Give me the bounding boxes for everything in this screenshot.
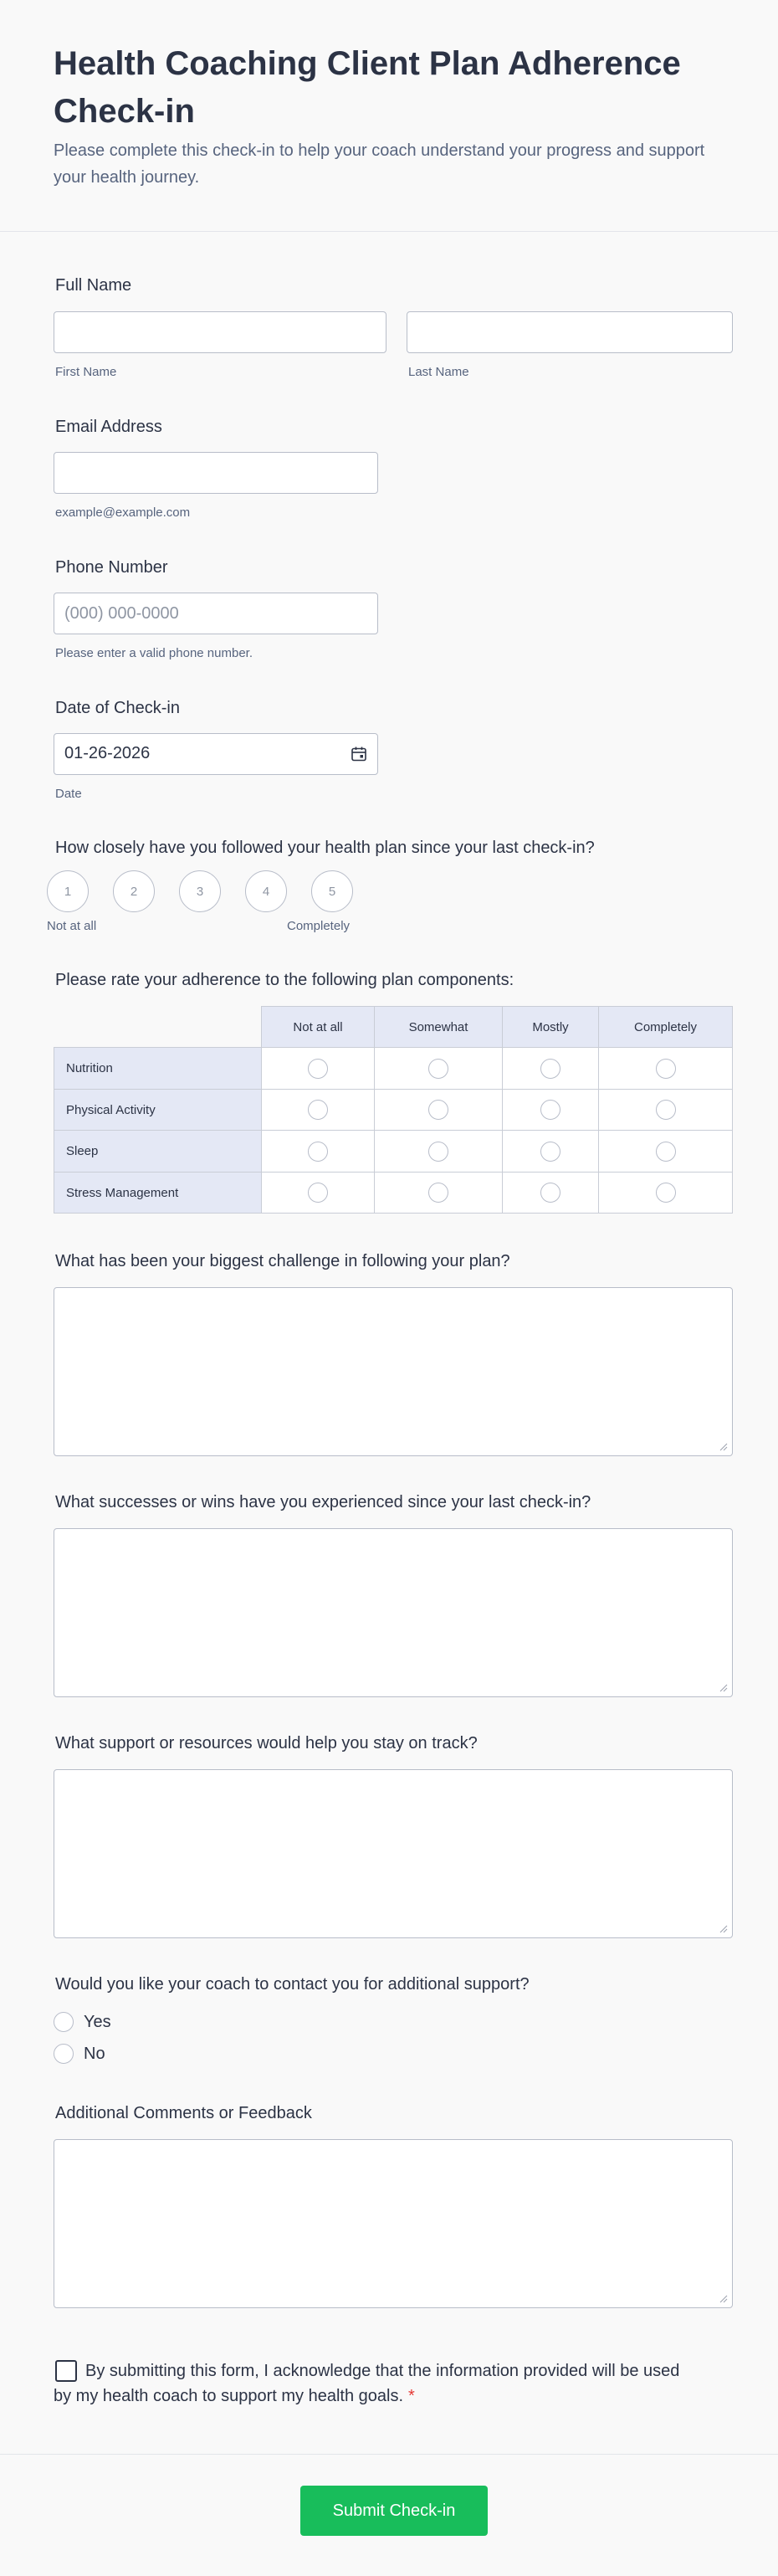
email-sublabel: example@example.com [55,505,191,520]
date-input[interactable] [54,733,378,775]
matrix-cell[interactable] [598,1172,733,1214]
phone-sublabel: Please enter a valid phone number. [55,646,253,660]
matrix-row-label: Sleep [54,1130,262,1173]
matrix-question: Please rate your adherence to the following plan components: [55,971,514,989]
matrix-cell[interactable] [374,1089,503,1131]
matrix-radio[interactable] [428,1059,448,1079]
phone-label: Phone Number [55,558,168,577]
matrix-radio[interactable] [656,1100,676,1120]
last-name-sublabel: Last Name [408,365,469,379]
full-name-label: Full Name [55,276,132,295]
matrix-radio[interactable] [540,1100,560,1120]
contact-option-label: Yes [84,2012,111,2031]
challenge-label: What has been your biggest challenge in following your plan? [55,1252,510,1270]
matrix-radio[interactable] [656,1183,676,1203]
matrix-cell[interactable] [261,1047,375,1090]
submit-button[interactable]: Submit Check-in [300,2486,488,2536]
matrix-cell[interactable] [502,1130,599,1173]
matrix-cell[interactable] [502,1047,599,1090]
matrix-cell[interactable] [502,1172,599,1214]
successes-textarea[interactable] [54,1528,733,1697]
form-subtitle: Please complete this check-in to help your coach understand your progress and support your health journey. [54,141,705,187]
matrix-column-header: Mostly [502,1006,599,1048]
matrix-cell[interactable] [502,1089,599,1131]
matrix-cell[interactable] [598,1130,733,1173]
required-star: * [408,2387,415,2405]
scale-option-4[interactable]: 4 [245,870,287,912]
matrix-radio[interactable] [540,1142,560,1162]
scale-option-2[interactable]: 2 [113,870,155,912]
matrix-column-header: Completely [598,1006,733,1048]
resize-grip-icon[interactable] [719,1684,728,1692]
scale-option-3[interactable]: 3 [179,870,221,912]
matrix-cell[interactable] [598,1089,733,1131]
matrix-radio[interactable] [656,1142,676,1162]
matrix-radio[interactable] [540,1059,560,1079]
matrix-column-header: Somewhat [374,1006,503,1048]
successes-label: What successes or wins have you experienced since your last check-in? [55,1493,591,1511]
adherence-matrix [54,1006,733,1214]
consent-label: By submitting this form, I acknowledge that the information provided will be used by my health coach to support my health goals. [54,2362,680,2405]
challenge-textarea[interactable] [54,1287,733,1456]
contact-radio-yes[interactable] [54,2012,74,2032]
email-label: Email Address [55,418,162,436]
scale-max-label: Completely [287,919,351,933]
scale-option-5[interactable]: 5 [311,870,353,912]
email-input[interactable] [54,452,378,494]
scale-min-label: Not at all [47,919,97,933]
support-textarea[interactable] [54,1769,733,1938]
matrix-radio[interactable] [308,1059,328,1079]
matrix-cell[interactable] [261,1130,375,1173]
matrix-radio[interactable] [308,1142,328,1162]
date-value: 01-26-2026 [64,744,151,762]
scale-option-1[interactable]: 1 [47,870,89,912]
matrix-radio[interactable] [308,1100,328,1120]
scale-question: How closely have you followed your health plan since your last check-in? [55,839,595,857]
matrix-cell[interactable] [598,1047,733,1090]
matrix-cell[interactable] [261,1172,375,1214]
matrix-column-header: Not at all [261,1006,375,1048]
matrix-radio[interactable] [428,1142,448,1162]
matrix-radio[interactable] [428,1183,448,1203]
contact-question: Would you like your coach to contact you for additional support? [55,1975,530,1994]
form-header [0,0,778,232]
phone-input[interactable] [54,593,378,634]
resize-grip-icon[interactable] [719,1925,728,1933]
form-title: Health Coaching Client Plan Adherence Check-in [54,45,681,130]
matrix-row-label: Stress Management [54,1172,262,1214]
last-name-input[interactable] [407,311,733,353]
matrix-row-label: Nutrition [54,1047,262,1090]
resize-grip-icon[interactable] [719,1443,728,1451]
date-sublabel: Date [55,787,82,801]
contact-option-no[interactable] [54,2044,105,2064]
contact-option-label: No [84,2044,105,2063]
calendar-icon[interactable] [351,746,367,762]
footer-divider [0,2454,778,2455]
first-name-sublabel: First Name [55,365,117,379]
support-label: What support or resources would help you stay on track? [55,1734,478,1752]
contact-radio-no[interactable] [54,2044,74,2064]
comments-label: Additional Comments or Feedback [55,2104,312,2122]
matrix-cell[interactable] [374,1047,503,1090]
contact-option-yes[interactable] [54,2012,111,2032]
matrix-cell[interactable] [374,1172,503,1214]
date-label: Date of Check-in [55,699,180,717]
matrix-radio[interactable] [656,1059,676,1079]
matrix-row-label: Physical Activity [54,1089,262,1131]
resize-grip-icon[interactable] [719,2295,728,2303]
matrix-radio[interactable] [540,1183,560,1203]
first-name-input[interactable] [54,311,386,353]
matrix-cell[interactable] [374,1130,503,1173]
consent-text [54,2358,689,2409]
comments-textarea[interactable] [54,2139,733,2308]
matrix-radio[interactable] [308,1183,328,1203]
matrix-radio[interactable] [428,1100,448,1120]
matrix-cell[interactable] [261,1089,375,1131]
